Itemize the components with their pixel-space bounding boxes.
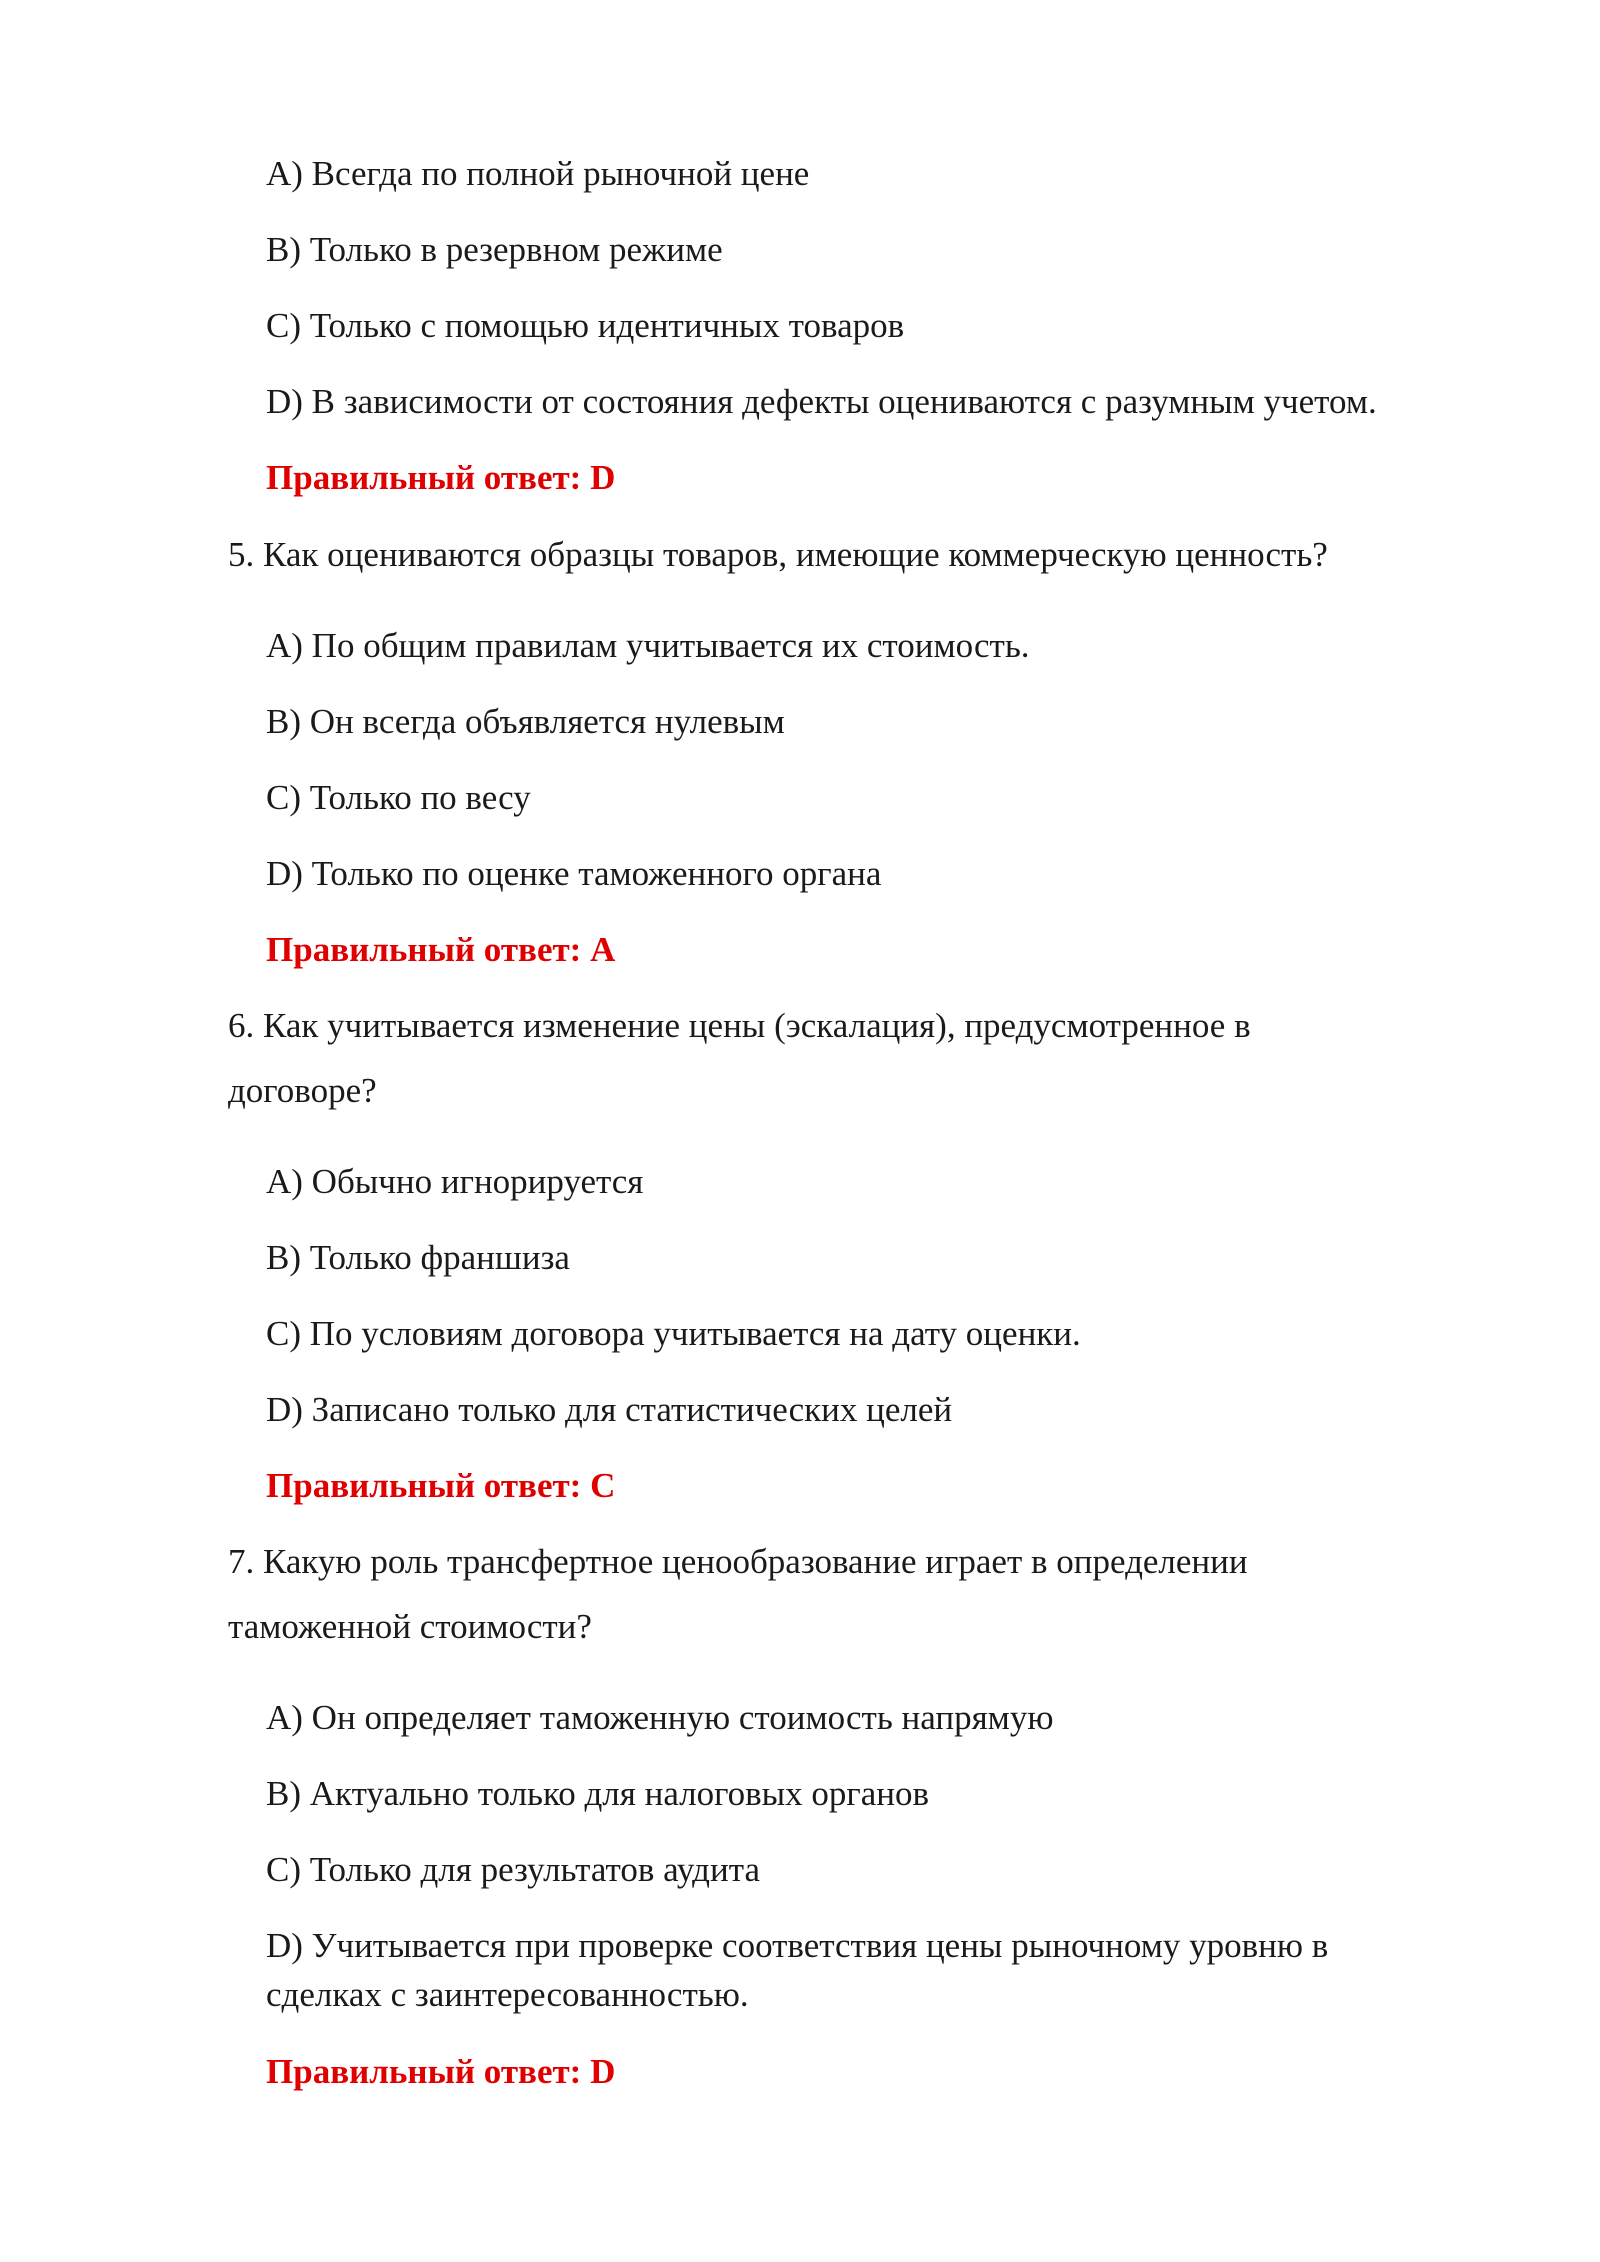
q7-question-line1: 7. Какую роль трансфертное ценообразование играет в определении <box>228 1542 1248 1581</box>
q4-option-a: A) Всегда по полной рыночной цене <box>266 154 810 193</box>
q7-option-d-line1: D) Учитывается при проверке соответствия цены рыночному уровню в <box>266 1926 1329 1965</box>
q7-question-line2: таможенной стоимости? <box>228 1607 592 1646</box>
q4-correct-answer: Правильный ответ: D <box>266 458 616 497</box>
q7-option-b: B) Актуально только для налоговых органов <box>266 1774 930 1813</box>
q6-correct-answer: Правильный ответ: C <box>266 1466 616 1505</box>
q6-option-a: A) Обычно игнорируется <box>266 1162 644 1201</box>
q5-option-c: C) Только по весу <box>266 778 531 817</box>
q4-option-b: B) Только в резервном режиме <box>266 230 723 269</box>
q7-option-a: A) Он определяет таможенную стоимость напрямую <box>266 1698 1054 1737</box>
q5-option-b: B) Он всегда объявляется нулевым <box>266 702 785 741</box>
q5-option-d: D) Только по оценке таможенного органа <box>266 854 882 893</box>
q5-correct-answer: Правильный ответ: A <box>266 930 616 969</box>
q6-option-b: B) Только франшиза <box>266 1238 570 1277</box>
q6-question-line2: договоре? <box>228 1071 377 1110</box>
q6-option-c: C) По условиям договора учитывается на дату оценки. <box>266 1314 1081 1353</box>
q7-option-d-line2: сделках с заинтересованностью. <box>266 1975 749 2014</box>
q7-correct-answer: Правильный ответ: D <box>266 2052 616 2091</box>
q6-question-line1: 6. Как учитывается изменение цены (эскалация), предусмотренное в <box>228 1006 1251 1045</box>
q7-option-c: C) Только для результатов аудита <box>266 1850 760 1889</box>
q4-option-d: D) В зависимости от состояния дефекты оцениваются с разумным учетом. <box>266 382 1377 421</box>
q4-option-c: C) Только с помощью идентичных товаров <box>266 306 905 345</box>
q5-option-a: A) По общим правилам учитывается их стоимость. <box>266 626 1030 665</box>
q5-question: 5. Как оцениваются образцы товаров, имеющие коммерческую ценность? <box>228 535 1328 574</box>
q6-option-d: D) Записано только для статистических целей <box>266 1390 953 1429</box>
